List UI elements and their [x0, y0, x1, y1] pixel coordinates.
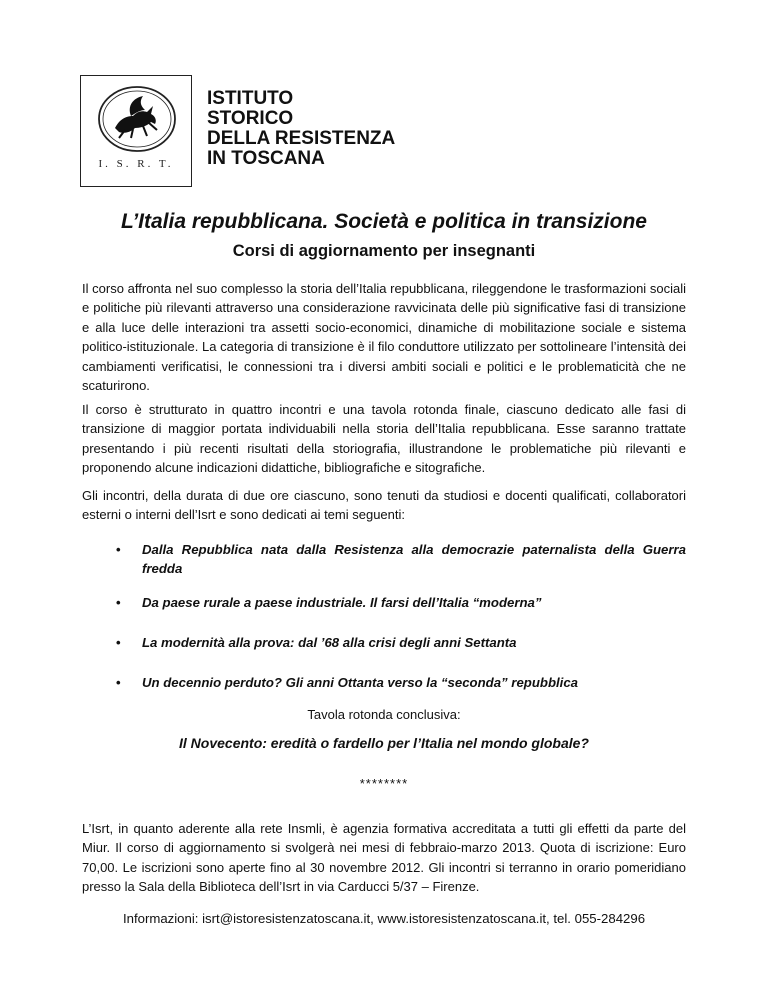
round-table-label: Tavola rotonda conclusiva:	[307, 707, 461, 722]
bullet-icon: •	[116, 635, 121, 650]
topic-text: Da paese rurale a paese industriale. Il farsi dell’Italia “moderna”	[142, 595, 542, 610]
paragraph-meetings: Gli incontri, della durata di due ore ciascuno, sono tenuti da studiosi e docenti qualificati, collaboratori esterni o interni dell’Isrt e sono dedicati ai temi seguenti:	[82, 488, 686, 523]
document-title: L’Italia repubblicana. Società e politica in transizione	[121, 210, 647, 233]
paragraph-closing: L’Isrt, in quanto aderente alla rete Insmli, è agenzia formativa accreditata a tutti gli effetti da parte del Miur. Il corso di aggiornamento si svolgerà nei mesi di febbraio-marzo 2013. Quota di iscrizione: Euro 70,00. Le iscrizioni sono aperte fino al 30 novembre 2012. Gli incontri si terranno in orario pomeridiano presso la Sala della Biblioteca dell’Isrt in via Carducci 5/37 – Firenze.	[82, 821, 686, 895]
pegasus-emblem-icon	[81, 76, 193, 188]
topic-item	[82, 633, 686, 652]
paragraph-intro: Il corso affronta nel suo complesso la storia dell’Italia repubblicana, rileggendone le trasformazioni sociali e politiche più rilevanti attraverso una considerazione ravvicinata delle più significative fasi di transizione e alla luce delle interazioni tra assetti socio-economici, dinamiche di mobilitazione sociale e sistema politico-istituzionale. La categoria di transizione è il filo conduttore utilizzato per sottolineare l’intensità dei cambiamenti verificatisi, le connessioni tra i diversi ambiti sociali e politici e le problematicità che ne scaturirono.	[82, 281, 686, 394]
contact-info: Informazioni: isrt@istoresistenzatoscana.it, www.istoresistenzatoscana.it, tel. 055-284296	[122, 911, 646, 926]
round-table-title: Il Novecento: eredità o fardello per l’Italia nel mondo globale?	[179, 735, 589, 751]
institute-name-line: STORICO	[207, 108, 294, 129]
topic-item	[82, 540, 686, 579]
separator: ********	[359, 776, 409, 791]
institute-name	[207, 89, 395, 169]
paragraph-structure: Il corso è strutturato in quattro incontri e una tavola rotonda finale, ciascuno dedicato alle fasi di transizione di maggior portata individuabili nella storia dell’Italia repubblicana. Esse saranno trattate presentando i più recenti risultati della storiografia, illustrandone le problematiche più rilevanti e proponendo alcune indicazioni didattiche, bibliografiche e sitografiche.	[82, 402, 686, 476]
bullet-icon: •	[116, 542, 121, 557]
institute-logo	[80, 75, 192, 187]
institute-name-line: ISTITUTO	[207, 88, 294, 109]
document-subtitle: Corsi di aggiornamento per insegnanti	[232, 242, 536, 260]
topic-text: Un decennio perduto? Gli anni Ottanta verso la “seconda” repubblica	[142, 675, 578, 690]
bullet-icon: •	[116, 595, 121, 610]
institute-name-line: DELLA RESISTENZA	[207, 128, 396, 149]
institute-name-line: IN TOSCANA	[207, 148, 325, 169]
topic-text: La modernità alla prova: dal ’68 alla crisi degli anni Settanta	[142, 635, 517, 650]
topic-item	[82, 593, 686, 612]
logo-caption: I. S. R. T.	[98, 158, 174, 170]
topic-text: Dalla Repubblica nata dalla Resistenza alla democrazie paternalista della Guerra fredda	[142, 542, 686, 577]
topic-item	[82, 673, 686, 692]
bullet-icon: •	[116, 675, 121, 690]
